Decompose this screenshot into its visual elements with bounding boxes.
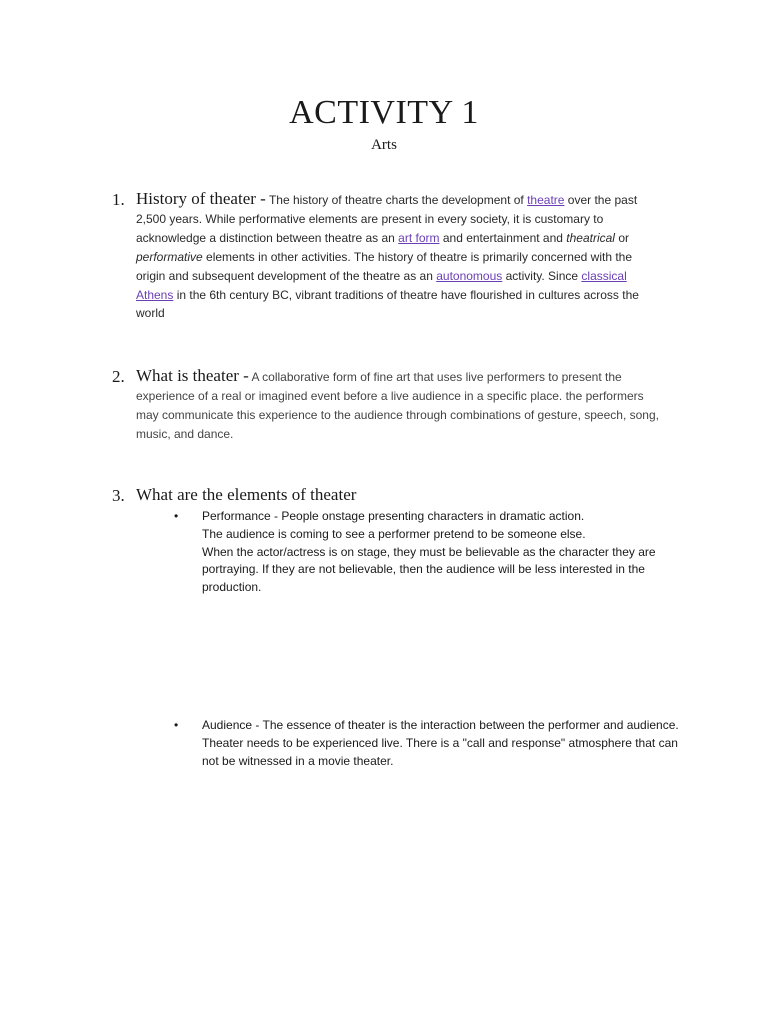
classical-athens-link[interactable]: classical Athens xyxy=(136,268,627,302)
item-text: in the 6th century BC, vibrant traditions of theatre have flourished in cultures across the world xyxy=(136,287,639,321)
item-text: and entertainment and xyxy=(439,230,567,245)
bullet-dot: • xyxy=(174,509,179,523)
item-number: 2. xyxy=(112,367,125,386)
item-emphasis: theatrical xyxy=(566,230,615,245)
item-heading: What is theater - xyxy=(136,366,249,385)
item-body xyxy=(136,486,664,506)
item-text: A collaborative form of fine art that uses live performers to present the experience of a real or imagined event before a live audience in a specific place. the performers may communicate this experience to the audience through combinations of gesture, speech, song, music, and dance. xyxy=(136,370,659,441)
list-item-history xyxy=(112,190,664,323)
item-body xyxy=(136,367,664,444)
bullet-line: When the actor/actress is on stage, they must be believable as the character they are portraying. If they are not believable, then the audience will be less interested in the production. xyxy=(202,544,656,595)
bullet-text xyxy=(202,508,684,597)
list-item-what-is-theater xyxy=(112,367,664,444)
bullet-audience xyxy=(174,717,684,770)
item-text: activity. Since xyxy=(502,268,582,283)
item-emphasis: performative xyxy=(136,249,203,264)
bullet-line: The audience is coming to see a performer pretend to be someone else. xyxy=(202,526,586,541)
autonomous-link[interactable]: autonomous xyxy=(436,268,503,283)
bullet-text: Audience - The essence of theater is the interaction between the performer and audience. Theater needs to be experienced live. There is a "call and response" atmosphere that can not be witnessed in a movie theater. xyxy=(202,718,679,768)
page-subtitle: Arts xyxy=(371,137,397,153)
item-heading: What are the elements of theater xyxy=(136,485,357,504)
item-text: over the past 2,500 years. While performative elements are present in every society, it is customary to acknowledge a distinction between theatre as an xyxy=(136,193,638,245)
list-item-elements xyxy=(112,486,664,506)
item-text: or xyxy=(614,230,629,245)
item-heading: History of theater - xyxy=(136,189,266,208)
page-title: ACTIVITY 1 xyxy=(289,94,479,131)
bullet-line: Performance - People onstage presenting characters in dramatic action. xyxy=(202,509,585,523)
theatre-link[interactable]: theatre xyxy=(527,193,565,207)
item-text: The history of theatre charts the development of xyxy=(265,193,528,207)
item-number: 3. xyxy=(112,486,125,505)
bullet-performance xyxy=(174,508,684,597)
item-body xyxy=(136,190,664,323)
bullet-dot: • xyxy=(174,718,179,732)
item-text: elements in other activities. The history of theatre is primarily concerned with the origin and subsequent development of the theatre as an xyxy=(136,249,633,283)
art-form-link[interactable]: art form xyxy=(398,230,440,245)
item-number: 1. xyxy=(112,190,125,209)
